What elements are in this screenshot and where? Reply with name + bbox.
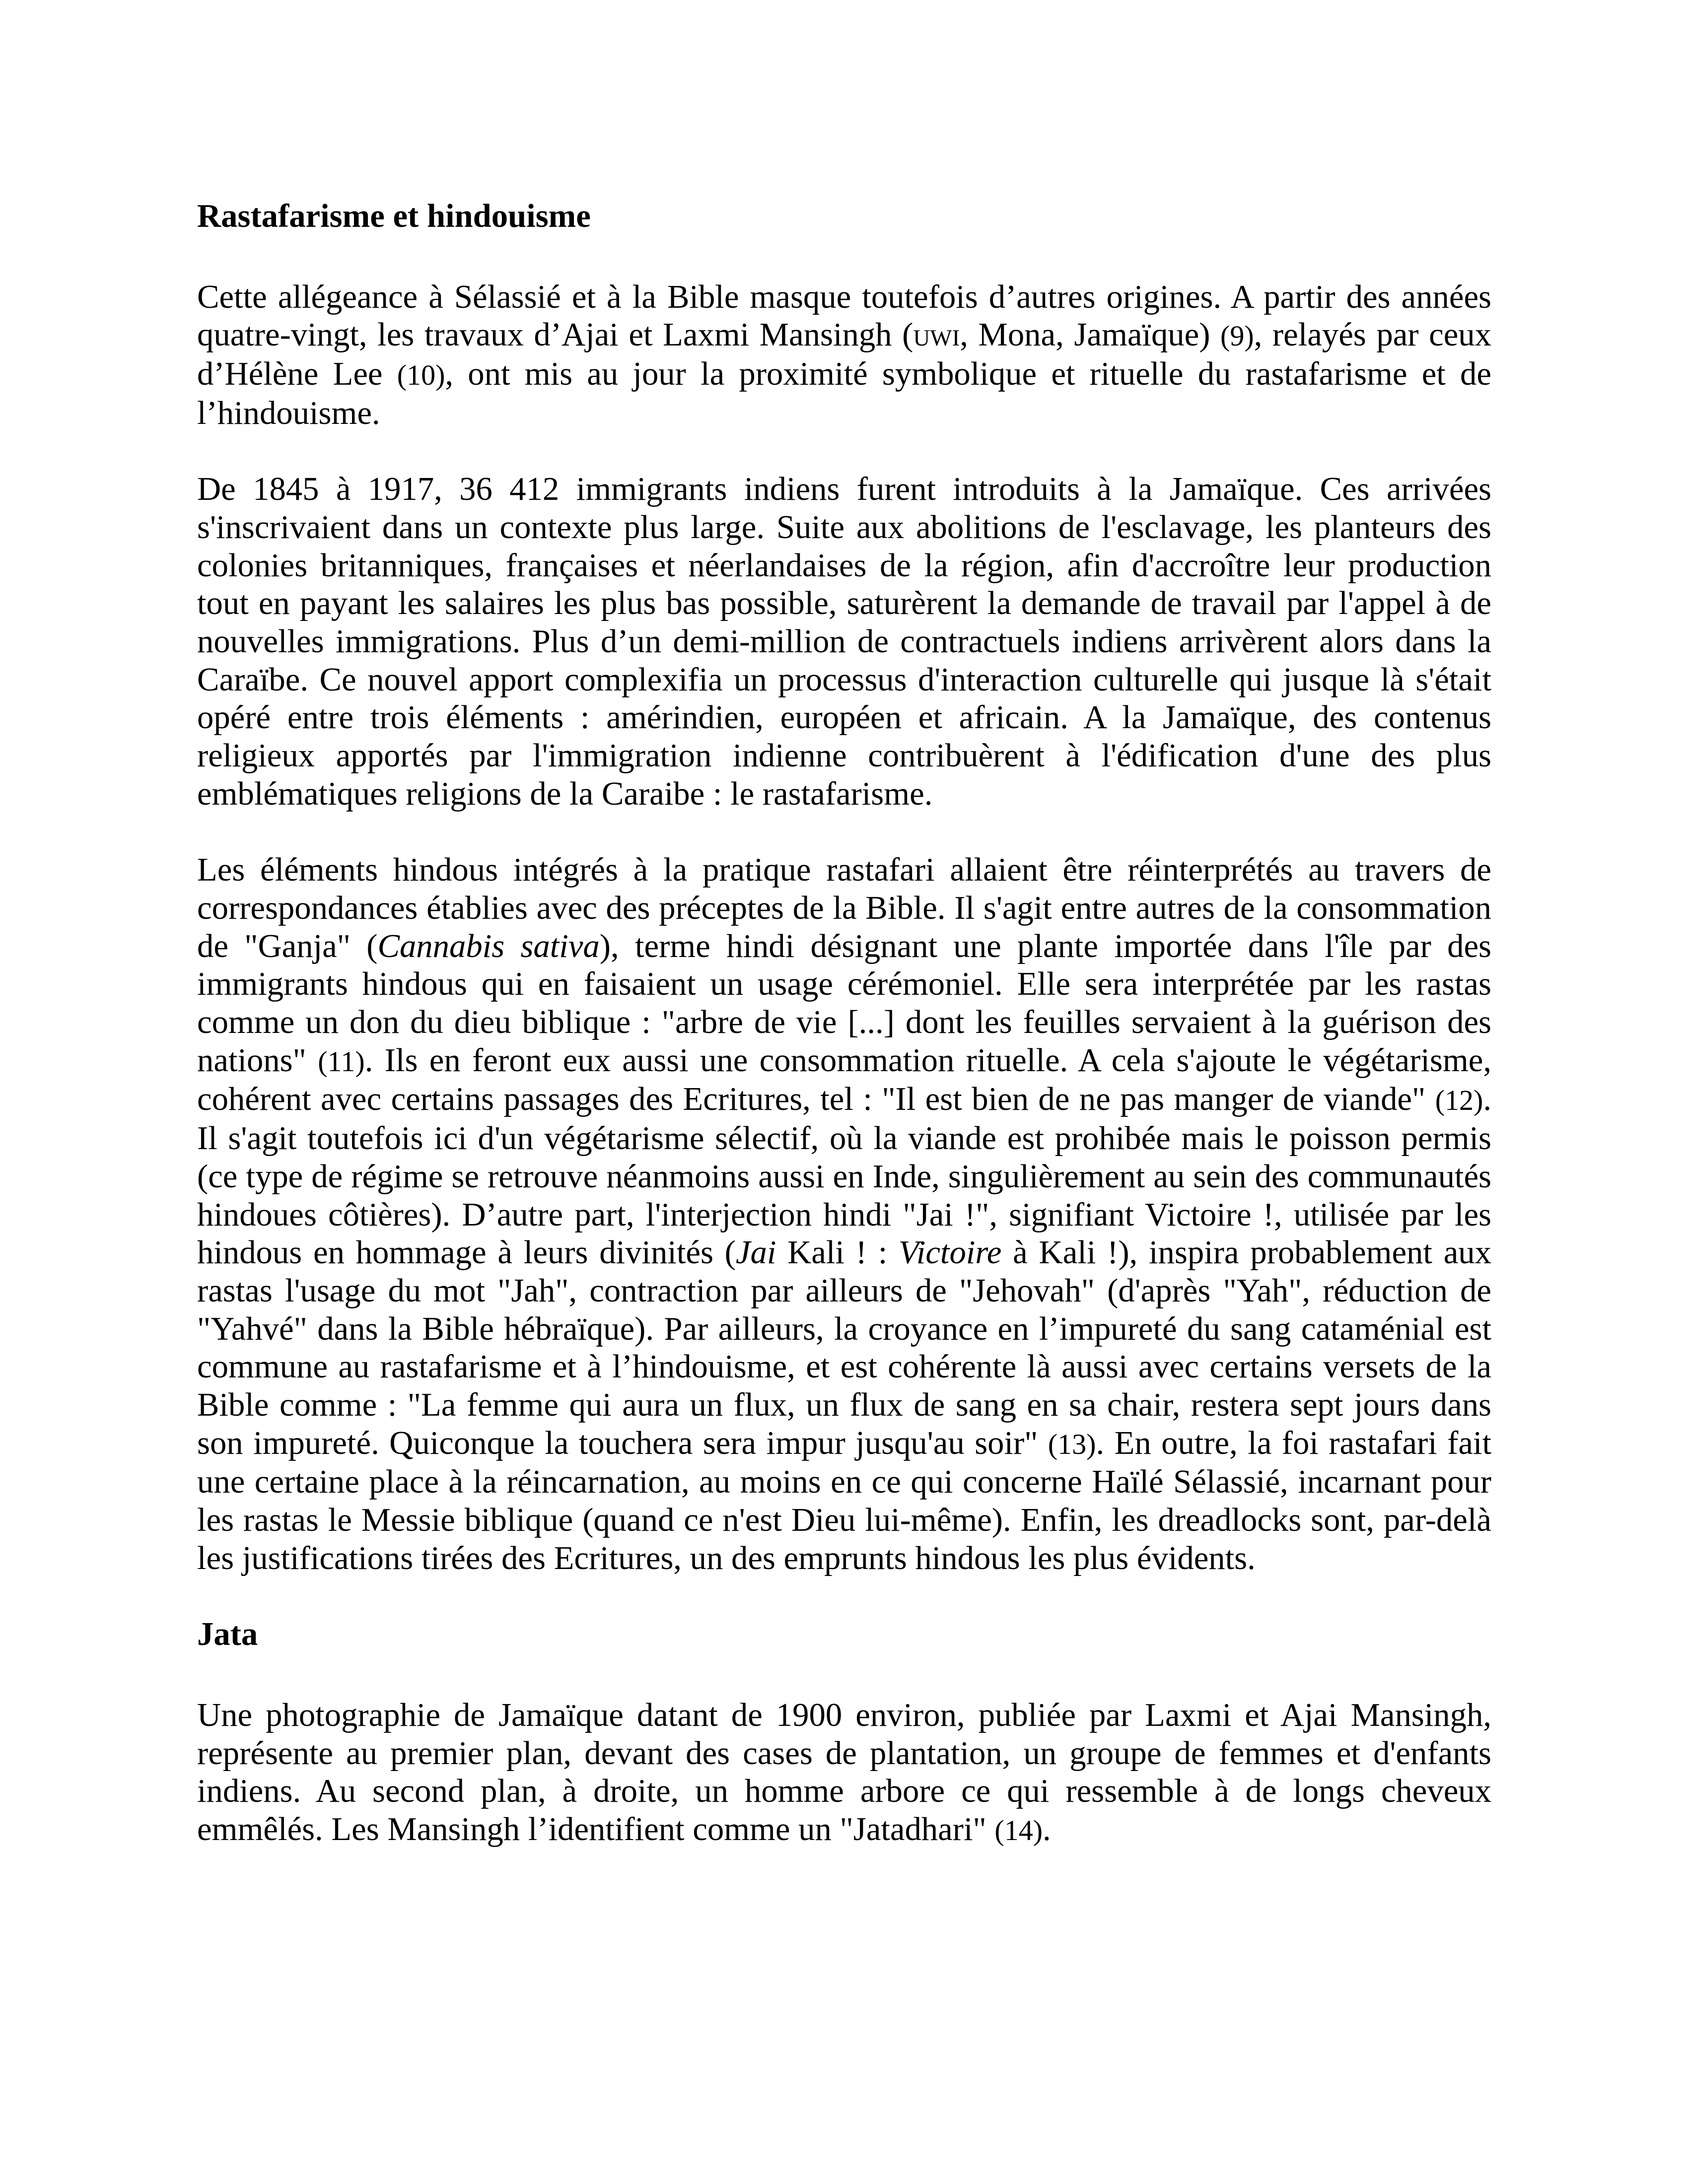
italic-latin-name: Cannabis sativa — [377, 928, 600, 964]
italic-term-victoire: Victoire — [899, 1234, 1002, 1271]
footnote-ref-14: (14) — [994, 1814, 1043, 1847]
text-run: Les éléments hindous intégrés à la pratique rastafari allaient être réinterprétés au travers de correspondances établies avec des préceptes de la Bible. Il s'agit entre autres de la consommation de "Ganja" ( — [197, 852, 1491, 964]
paragraph-allegeance — [197, 278, 1491, 433]
footnote-ref-12: (12) — [1435, 1084, 1483, 1117]
footnote-ref-11: (11) — [318, 1045, 365, 1078]
text-run: . Il s'agit toutefois ici d'un végétarisme sélectif, où la viande est prohibée mais le poisson permis (ce type de régime se retrouve néanmoins aussi en Inde, singulièrement au sein des communautés hindoues côtières). D’autre part, l'interjection hindi "Jai !", signifiant Victoire !, utilisée par les hindous en hommage à leurs divinités ( — [197, 1081, 1491, 1271]
text-run: . — [1043, 1811, 1051, 1848]
paragraph-elements-hindous — [197, 851, 1491, 1577]
document-page — [197, 198, 1491, 1850]
spacer — [197, 433, 1491, 471]
text-run: . Ils en feront eux aussi une consommation rituelle. A cela s'ajoute le végétarisme, cohérent avec certains passages des Ecritures, tel : "Il est bien de ne pas manger de viande" — [197, 1042, 1491, 1118]
footnote-ref-13: (13) — [1048, 1428, 1096, 1460]
text-run: . En outre, la foi rastafari fait une certaine place à la réincarnation, au moins en ce qui concerne Haïlé Sélassié, incarnant pour les rastas le Messie biblique (quand ce n'est Dieu lui-même). Enfin, les dreadlocks sont, par-delà les justifications tirées des Ecritures, un des emprunts hindous les plus évidents. — [197, 1425, 1491, 1576]
institution-abbrev: uwi — [913, 317, 960, 353]
text-run: , relayés par ceux d’Hélène Lee — [197, 317, 1491, 393]
text-run: , Mona, Jamaïque) — [960, 317, 1221, 353]
italic-term-jai: Jai — [735, 1234, 776, 1271]
spacer — [197, 1654, 1491, 1697]
spacer — [197, 1578, 1491, 1616]
footnote-ref-9: (9) — [1220, 320, 1254, 352]
text-run: , ont mis au jour la proximité symbolique et rituelle du rastafarisme et de l’hindouisme. — [197, 356, 1491, 431]
text-run: ), terme hindi désignant une plante importée dans l'île par des immigrants hindous qui en faisaient un usage cérémoniel. Elle sera interprétée par les rastas comme un don du dieu biblique : "arbre de vie [...] dont les feuilles servaient à la guérison des nations" — [197, 928, 1491, 1079]
text-run: à Kali !), inspira probablement aux rastas l'usage du mot "Jah", contraction par ailleurs de "Jehovah" (d'après "Yah", réduction de "Yahvé" dans la Bible hébraïque). Par ailleurs, la croyance en l’impureté du sang cataménial est commune au rastafarisme et à l’hindouisme, et est cohérente là aussi avec certains versets de la Bible comme : "La femme qui aura un flux, un flux de sang en sa chair, restera sept jours dans son impureté. Quiconque la touchera sera impur jusqu'au soir" — [197, 1234, 1491, 1461]
text-run: Kali ! : — [776, 1234, 899, 1271]
paragraph-photographie — [197, 1697, 1491, 1850]
paragraph-immigration: De 1845 à 1917, 36 412 immigrants indiens furent introduits à la Jamaïque. Ces arrivées s'inscrivaient dans un contexte plus large. Suite aux abolitions de l'esclavage, les planteurs des colonies britanniques, françaises et néerlandaises de la région, afin d'accroître leur production tout en payant les salaires les plus bas possible, saturèrent la demande de travail par l'appel à de nouvelles immigrations. Plus d’un demi-million de contractuels indiens arrivèrent alors dans la Caraïbe. Ce nouvel apport complexifia un processus d'interaction culturelle qui jusque là s'était opéré entre trois éléments : amérindien, européen et africain. A la Jamaïque, des contenus religieux apportés par l'immigration indienne contribuèrent à l'édification d'une des plus emblématiques religions de la Caraibe : le rastafarisme. — [197, 471, 1491, 812]
footnote-ref-10: (10) — [397, 359, 445, 392]
text-run: Cette allégeance à Sélassié et à la Bible masque toutefois d’autres origines. A partir des années quatre-vingt, les travaux d’Ajai et Laxmi Mansingh ( — [197, 278, 1491, 353]
spacer — [197, 236, 1491, 278]
section-heading-jata: Jata — [197, 1616, 258, 1653]
text-run: Une photographie de Jamaïque datant de 1900 environ, publiée par Laxmi et Ajai Mansingh, représente au premier plan, devant des cases de plantation, un groupe de femmes et d'enfants indiens. Au second plan, à droite, un homme arbore ce qui ressemble à de longs cheveux emmêlés. Les Mansingh l’identifient comme un "Jatadhari" — [197, 1697, 1491, 1848]
spacer — [197, 814, 1491, 852]
section-heading-rastafarisme: Rastafarisme et hindouisme — [197, 198, 591, 234]
